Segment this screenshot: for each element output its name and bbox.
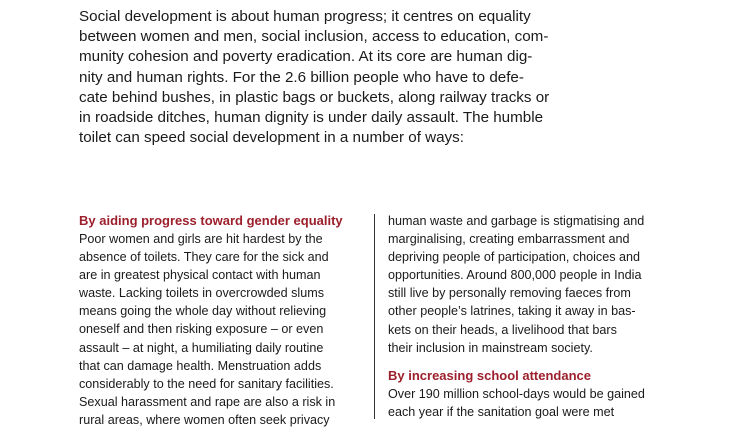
column-divider (374, 214, 375, 419)
body-line: Over 190 million school-days would be gained (388, 386, 645, 401)
body-line: kets on their heads, a livelihood that bars (388, 322, 617, 337)
intro-line: nity and human rights. For the 2.6 billion people who have to defe- (79, 68, 524, 86)
body-line: assault – at night, a humiliating daily routine (79, 340, 324, 355)
body-line: rural areas, where women often seek privacy (79, 412, 330, 427)
body-line: considerably to the need for sanitary facilities. (79, 376, 334, 391)
right-column (388, 212, 678, 421)
body-line: Poor women and girls are hit hardest by the (79, 232, 323, 246)
body-line: depriving people of participation, choices and (388, 250, 641, 265)
body-line: each year if the sanitation goal were met (388, 404, 615, 419)
intro-line: cate behind bushes, in plastic bags or buckets, along railway tracks or (79, 88, 550, 106)
intro-line: toilet can speed social development in a number of ways: (79, 129, 464, 147)
body-line: their inclusion in mainstream society. (388, 340, 593, 355)
body-line: still live by personally removing faeces from (388, 286, 631, 301)
body-line: opportunities. Around 800,000 people in India (388, 268, 642, 283)
body-line: are in greatest physical contact with human (79, 268, 321, 283)
body-line: human waste and garbage is stigmatising and (388, 214, 645, 228)
body-line: other people’s latrines, taking it away in bas- (388, 304, 636, 319)
body-line: oneself and then risking exposure – or even (79, 322, 324, 337)
body-line: absence of toilets. They care for the sick and (79, 250, 329, 265)
intro-line: munity cohesion and poverty eradication. At its core are human dig- (79, 48, 533, 66)
body-line: means going the whole day without relieving (79, 304, 327, 319)
body-line: that can damage health. Menstruation adds (79, 358, 322, 373)
section-heading-school-attendance: By increasing school attendance (388, 367, 592, 383)
body-line: Sexual harassment and rape are also a risk in (79, 394, 336, 409)
body-line: marginalising, creating embarrassment and (388, 232, 630, 247)
body-line: waste. Lacking toilets in overcrowded slums (79, 286, 324, 301)
intro-paragraph (79, 7, 579, 148)
intro-line: between women and men, social inclusion, access to education, com- (79, 28, 549, 46)
section-heading-gender-equality: By aiding progress toward gender equality (79, 213, 343, 228)
section-spacer (388, 357, 678, 367)
intro-line: Social development is about human progress; it centres on equality (79, 8, 531, 25)
left-column (79, 212, 369, 429)
intro-line: in roadside ditches, human dignity is under daily assault. The humble (79, 109, 544, 127)
